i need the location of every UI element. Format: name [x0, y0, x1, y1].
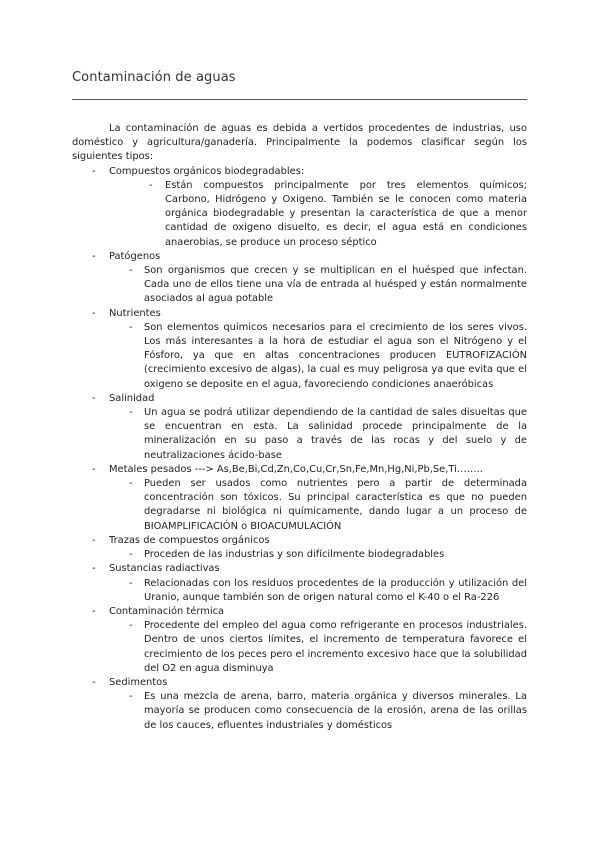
sub-list-item	[109, 264, 527, 307]
list-item-label: Compuestos orgánicos biodegradables:	[109, 165, 305, 177]
list-dash: -	[92, 392, 96, 404]
list-item	[72, 562, 527, 605]
sub-list	[109, 179, 527, 250]
list-dash: -	[92, 676, 96, 688]
list-item	[72, 307, 527, 392]
sub-list-item-text: Es una mezcla de arena, barro, materia orgánica y diversos minerales. La mayoría se producen como consecuencia de la erosión, arena de las orillas de los cauces, efluentes industriales y domésticos	[144, 691, 527, 731]
sub-list-item	[109, 477, 527, 534]
list-dash: -	[129, 549, 133, 561]
list-dash: -	[129, 407, 133, 419]
list-dash: -	[92, 563, 96, 575]
sub-list-item-text: Pueden ser usados como nutrientes pero a partir de determinada concentración son tóxicos. Su principal característica es que no pueden degradarse ni biológica ni químicamente, dando lugar a un proceso de BIOAMPLIFICACIÓN o BIOACUMULACIÓN	[144, 478, 527, 532]
list-dash: -	[92, 534, 96, 546]
sub-list	[109, 690, 527, 733]
sub-list-item	[109, 690, 527, 733]
list-item-label: Sedimentos	[109, 676, 168, 688]
list-dash: -	[129, 478, 133, 490]
list-dash: -	[92, 463, 96, 475]
list-dash: -	[129, 691, 133, 703]
sub-list	[109, 477, 527, 534]
sub-list-item-text: Son elementos químicos necesarios para el crecimiento de los seres vivos. Los más interesantes a la hora de estudiar el agua son el Nitrógeno y el Fósforo, ya que en altas concentraciones producen EUTROFIZACIÓN (crecimiento excesivo de algas), la cual es muy peligrosa ya que evita que el oxigeno se deposite en el agua, favoreciendo condiciones anaeróbicas	[144, 321, 527, 390]
list-item-label: Sustancias radiactivas	[109, 563, 220, 575]
list-dash: -	[129, 321, 133, 333]
sub-list-item	[109, 577, 527, 605]
list-item	[72, 165, 527, 250]
list-item	[72, 463, 527, 534]
list-item	[72, 605, 527, 676]
list-dash: -	[92, 605, 96, 617]
list-dash: -	[92, 307, 96, 319]
list-item-label: Nutrientes	[109, 307, 161, 319]
contaminant-list	[72, 165, 527, 733]
sub-list-item	[109, 406, 527, 463]
sub-list-item	[109, 179, 527, 250]
sub-list	[109, 577, 527, 605]
list-item	[72, 534, 527, 562]
list-item-label: Salinidad	[109, 392, 155, 404]
sub-list	[109, 406, 527, 463]
sub-list-item-text: Relacionadas con los residuos procedentes de la producción y utilización del Uranio, aunque también son de origen natural como el K-40 o el Ra-226	[144, 577, 527, 603]
page-title: Contaminación de aguas	[72, 70, 236, 85]
title-divider	[72, 99, 527, 100]
sub-list	[109, 321, 527, 392]
document-body	[72, 122, 527, 733]
list-dash: -	[129, 620, 133, 632]
list-item	[72, 392, 527, 463]
sub-list	[109, 619, 527, 676]
sub-list-item	[109, 619, 527, 676]
sub-list-item-text: Un agua se podrá utilizar dependiendo de la cantidad de sales disueltas que se encuentran en esta. La salinidad procede principalmente de la mineralización en su paso a través de las rocas y del suelo y de neutralizaciones ácido-base	[144, 407, 527, 461]
list-item-label: Patógenos	[109, 250, 161, 262]
list-dash: -	[92, 165, 96, 177]
list-item-label: Contaminación térmica	[109, 605, 225, 617]
list-dash: -	[129, 577, 133, 589]
sub-list-item-text: Están compuestos principalmente por tres elementos químicos; Carbono, Hidrógeno y Oxigeno. También se le conocen como materia orgánica biodegradable y presentan la característica de que a menor cantidad de oxigeno disuelto, es decir, el agua está en condiciones anaerobias, se produce un proceso séptico	[165, 179, 527, 248]
intro-paragraph: La contaminación de aguas es debida a vertidos procedentes de industrias, uso doméstico y agricultura/ganadería. Principalmente la podemos clasificar según los siguientes tipos:	[72, 123, 527, 163]
sub-list-item-text: Son organismos que crecen y se multiplican en el huésped que infectan. Cada uno de ellos tiene una vía de entrada al huésped y están normalmente asociados al agua potable	[144, 265, 527, 305]
list-item-label: Trazas de compuestos orgánicos	[109, 534, 270, 546]
sub-list-item	[109, 321, 527, 392]
list-dash: -	[92, 250, 96, 262]
sub-list	[109, 264, 527, 307]
list-item	[72, 250, 527, 307]
list-dash: -	[129, 265, 133, 277]
sub-list	[109, 548, 527, 562]
list-item-label: Metales pesados ---> As,Be,Bi,Cd,Zn,Co,Cu,Cr,Sn,Fe,Mn,Hg,Ni,Pb,Se,Ti……..	[109, 463, 483, 475]
sub-list-item-text: Procedente del empleo del agua como refrigerante en procesos industriales. Dentro de unos ciertos límites, el incremento de temperatura favorece el crecimiento de los peces pero el incremento excesivo hace que la solubilidad del O2 en agua disminuya	[144, 620, 527, 674]
sub-list-item	[109, 548, 527, 562]
list-dash: -	[149, 179, 153, 191]
sub-list-item-text: Proceden de las industrias y son difícilmente biodegradables	[144, 549, 445, 561]
list-item	[72, 676, 527, 733]
